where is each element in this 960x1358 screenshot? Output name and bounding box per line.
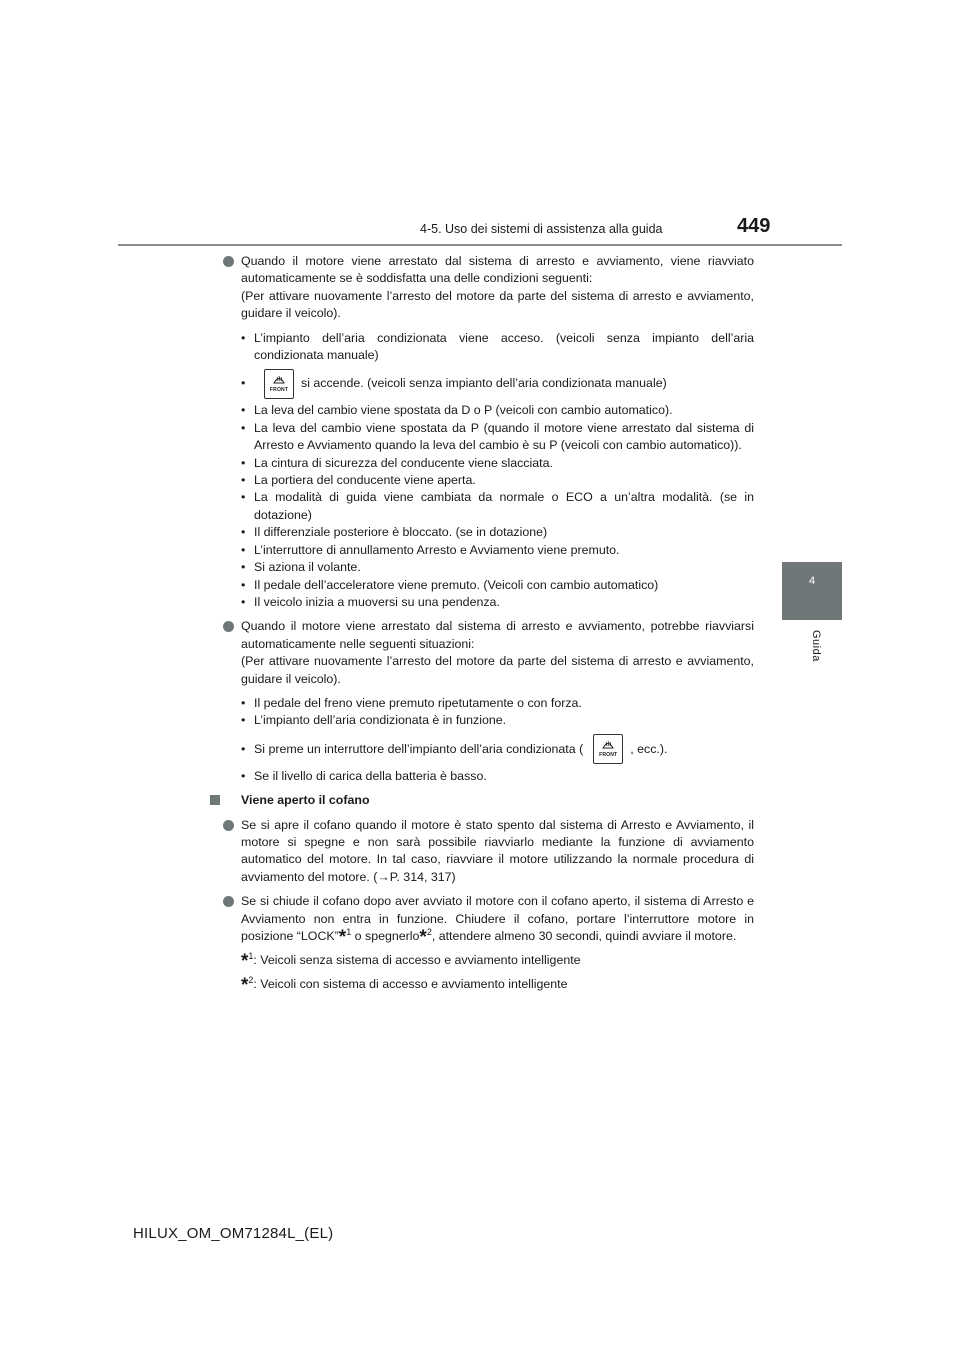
circle-bullet-icon <box>223 820 234 831</box>
list-item: • Il pedale dell’acceleratore viene premuto. (Veicoli con cambio automatico) <box>241 577 659 592</box>
bullet-paragraph-hood-open: Se si apre il cofano quando il motore è stato spento dal sistema di Arresto e Avviamento, il motore si spegne e non sarà possibile riavviarlo mediante la funzione di avviamento automatico del motore. In tal caso, riavviare il motore utilizzando la normale procedura di avviamento del motore. (→P. 314, 317) <box>222 817 754 887</box>
footnote-1: *$^1$: Veicoli senza sistema di accesso e avviamento intelligente <box>241 951 581 973</box>
circle-bullet-icon <box>223 256 234 267</box>
section-title: 4-5. Uso dei sistemi di assistenza alla guida <box>420 222 663 236</box>
page-reference: P. 314, 317) <box>389 869 456 884</box>
circle-bullet-icon <box>223 896 234 907</box>
list-item: • FRONT si accende. (veicoli senza impianto dell’aria condizionata manuale) <box>241 366 754 400</box>
chapter-tab-label: Guida <box>810 630 822 662</box>
arrow-icon: → <box>377 869 390 884</box>
paragraph-note: (Per attivare nuovamente l’arresto del motore da parte del sistema di arresto e avviamento, guidare il veicolo). <box>241 654 754 686</box>
list-item: • La modalità di guida viene cambiata da normale o ECO a un’altra modalità. (se in dotazione) <box>241 490 754 522</box>
front-defogger-icon: FRONT <box>593 734 623 764</box>
document-code: HILUX_OM_OM71284L_(EL) <box>133 1225 334 1242</box>
footnote-star: * <box>419 927 427 948</box>
bullet-paragraph-restart <box>222 253 754 323</box>
circle-bullet-icon <box>223 621 234 632</box>
page-number: 449 <box>737 215 771 237</box>
list-item: • La cintura di sicurezza del conducente viene slacciata. <box>241 455 553 470</box>
auto-restart-list <box>222 695 754 785</box>
footnote-star: * <box>338 927 347 948</box>
heading-text: Viene aperto il cofano <box>241 793 370 808</box>
list-item: • La leva del cambio viene spostata da P (quando il motore viene arrestato dal sistema di Arresto e Avviamento quando la leva del cambio è su P (veicoli con cambio automatico)). <box>241 420 754 453</box>
list-item: • Il veicolo inizia a muoversi su una pendenza. <box>241 594 500 609</box>
paragraph-text: Quando il motore viene arrestato dal sistema di arresto e avviamento, potrebbe riavviarsi automaticamente nelle seguenti situazioni: <box>241 619 754 651</box>
list-item: • L’impianto dell’aria condizionata viene acceso. (veicoli senza impianto dell’aria condizionata manuale) <box>241 330 754 363</box>
list-item: • Il pedale del freno viene premuto ripetutamente o con forza. <box>241 695 582 710</box>
paragraph-note: (Per attivare nuovamente l’arresto del motore da parte del sistema di arresto e avviamento, guidare il veicolo). <box>241 288 754 321</box>
list-item: • Si aziona il volante. <box>241 560 361 575</box>
list-item: • Il differenziale posteriore è bloccato. (se in dotazione) <box>241 525 548 540</box>
list-item: • Si preme un interruttore dell’impianto dell’aria condizionata ( FRONT , ecc.). <box>241 732 754 766</box>
list-item: • Se il livello di carica della batteria è basso. <box>241 768 487 783</box>
chapter-tab-number: 4 <box>808 575 816 587</box>
square-bullet-icon <box>210 795 220 805</box>
list-item: • L’interruttore di annullamento Arresto e Avviamento viene premuto. <box>241 542 620 557</box>
section-heading <box>222 792 754 809</box>
restart-conditions-list <box>222 330 754 612</box>
page-content <box>222 253 754 999</box>
bullet-paragraph-auto-restart <box>222 618 754 688</box>
header-divider <box>118 244 842 246</box>
footnote-2: *$^2$: Veicoli con sistema di accesso e avviamento intelligente <box>241 974 568 996</box>
list-item: • La portiera del conducente viene aperta. <box>241 473 476 488</box>
list-item: • La leva del cambio viene spostata da D o P (veicoli con cambio automatico). <box>241 403 673 418</box>
paragraph-text: Quando il motore viene arrestato dal sistema di arresto e avviamento, viene riavviato automaticamente se è soddisfatta una delle condizioni seguenti: <box>241 254 754 286</box>
bullet-paragraph-hood-close: Se si chiude il cofano dopo aver avviato il motore con il cofano aperto, il sistema di Arresto e Avviamento non entra in funzione. Chiudere il cofano, portare l’interruttore motore in posizione “LOCK”*$^1$ o spegnerlo*$^2$, attendere almeno 30 secondi, quindi avviare il motore. <box>222 893 754 945</box>
front-defogger-icon: FRONT <box>264 369 294 399</box>
list-item: • L’impianto dell’aria condizionata è in funzione. <box>241 713 507 728</box>
chapter-tab <box>782 562 842 620</box>
